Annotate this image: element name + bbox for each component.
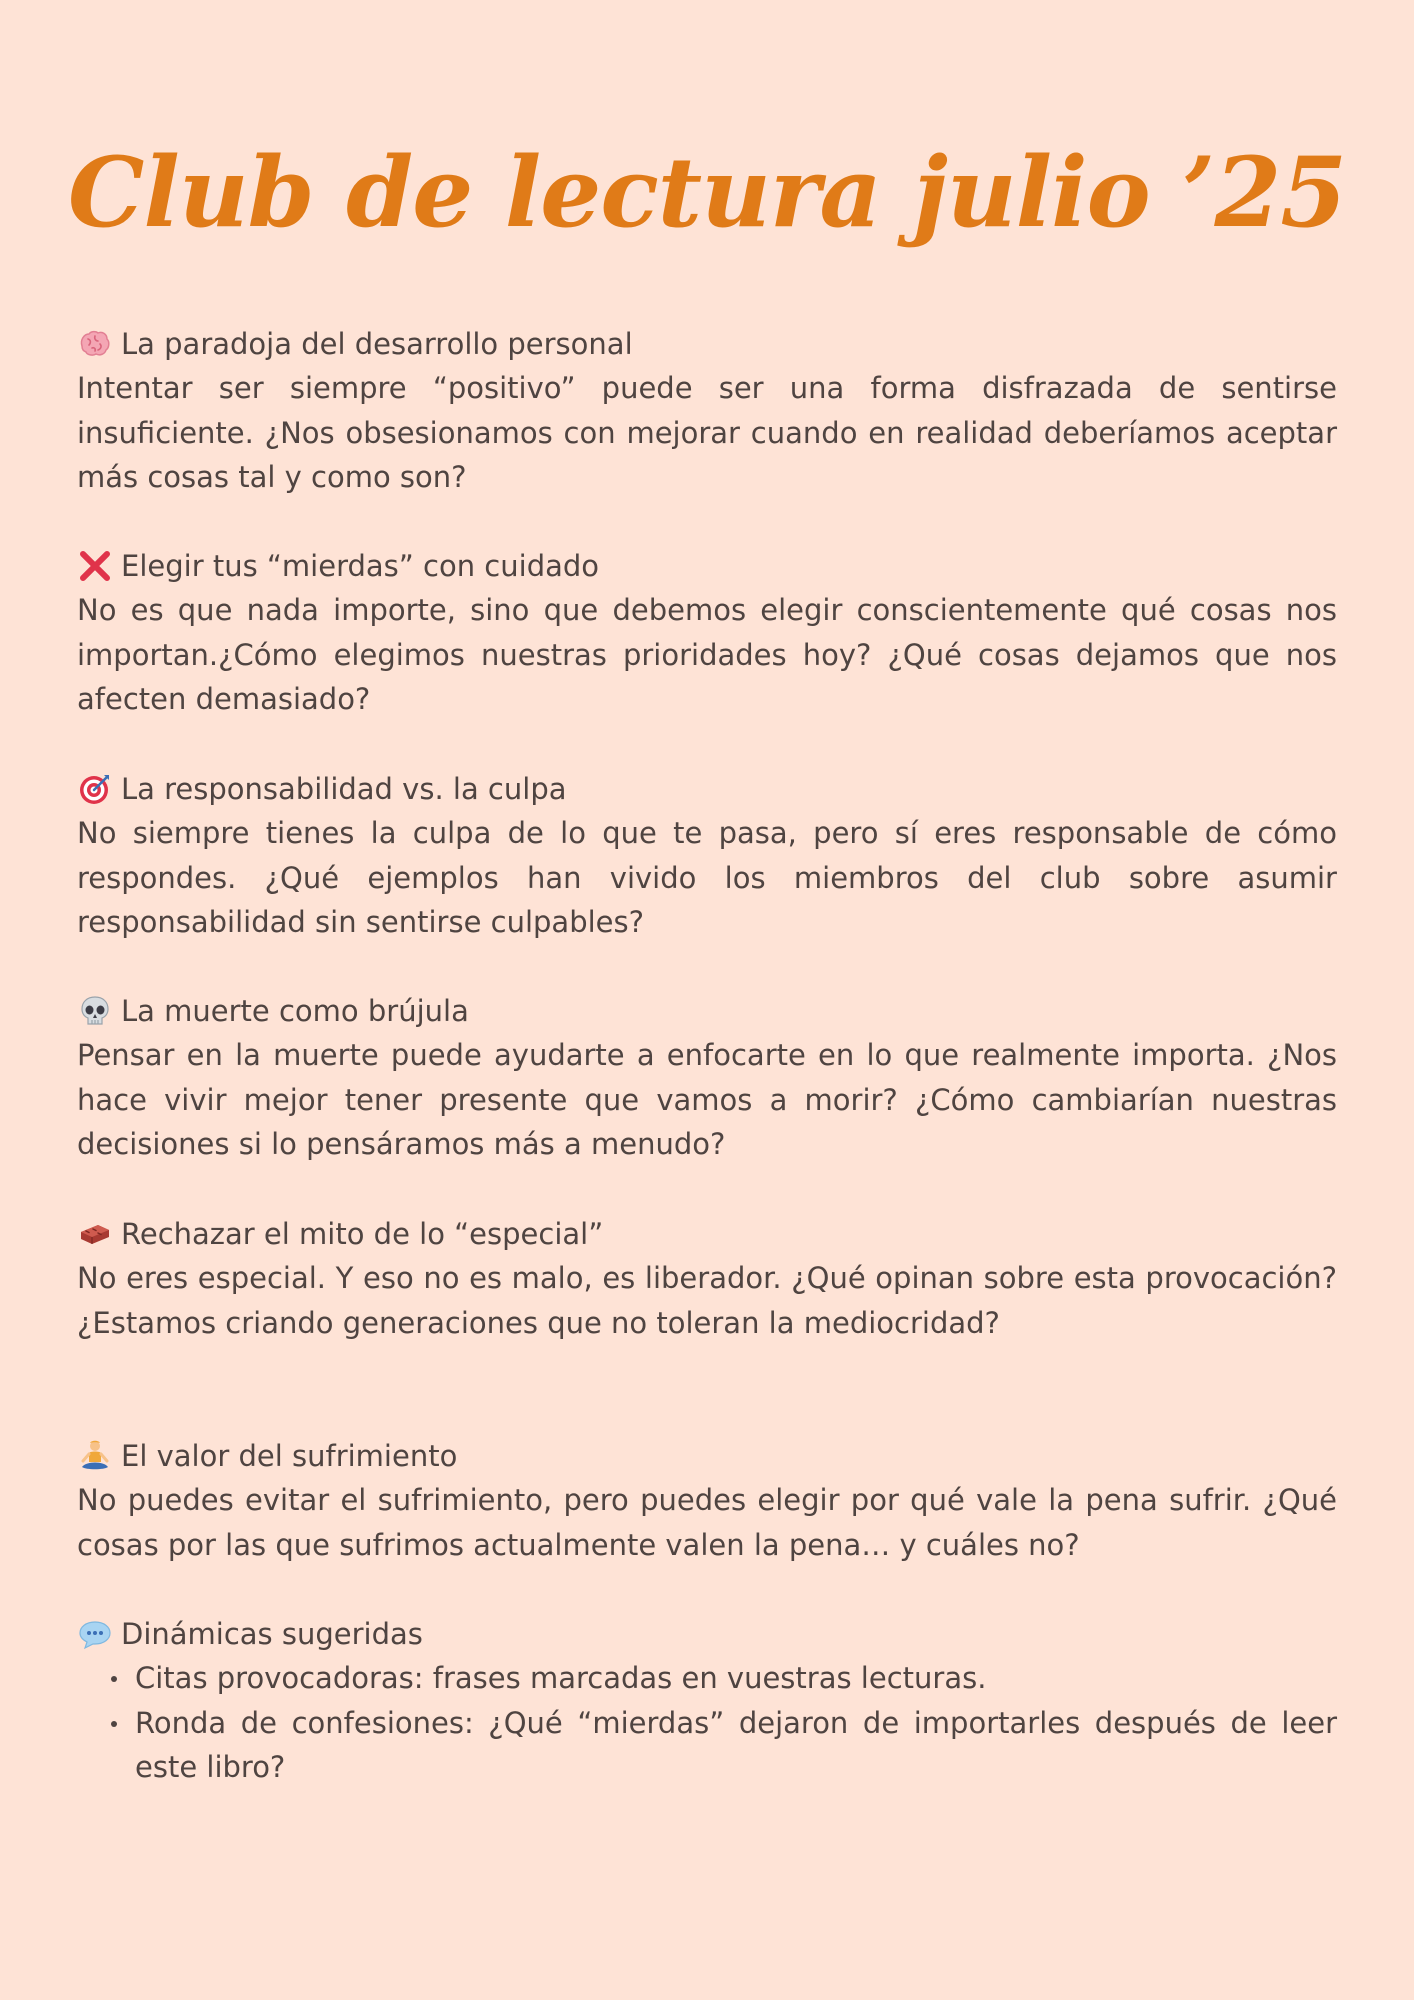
section-body: Intentar ser siempre “positivo” puede ser una forma disfrazada de sentirse insuficiente. ¿Nos obsesionamos con mejorar cuando en realidad deberíamos aceptar más cosas tal y como son?	[77, 371, 1337, 494]
cross-mark-icon	[77, 548, 113, 584]
speech-bubble-icon	[77, 1616, 113, 1652]
dynamics-list	[77, 1656, 1337, 1790]
section-heading-text: Dinámicas sugeridas	[121, 1617, 423, 1651]
section-mito-especial	[77, 1212, 1337, 1345]
target-icon	[77, 771, 113, 807]
section-desarrollo-personal	[77, 322, 1337, 500]
section-muerte-brujula	[77, 989, 1337, 1167]
section-heading-text: Elegir tus “mierdas” con cuidado	[121, 549, 600, 583]
section-heading-text: La paradoja del desarrollo personal	[121, 327, 633, 361]
section-body: No puedes evitar el sufrimiento, pero puedes elegir por qué vale la pena sufrir. ¿Qué cosas por las que sufrimos actualmente valen la pena… y cuáles no?	[77, 1483, 1337, 1562]
section-heading	[77, 1612, 1337, 1656]
section-heading-text: La responsabilidad vs. la culpa	[121, 772, 567, 806]
section-elegir-mierdas	[77, 544, 1337, 722]
brick-icon	[77, 1216, 113, 1252]
section-heading-text: La muerte como brújula	[121, 994, 469, 1028]
section-heading	[77, 767, 1337, 811]
section-body: Pensar en la muerte puede ayudarte a enfocarte en lo que realmente importa. ¿Nos hace vivir mejor tener presente que vamos a morir? ¿Cómo cambiarían nuestras decisiones si lo pensáramos más a menudo?	[77, 1038, 1337, 1161]
section-heading	[77, 989, 1337, 1033]
section-heading	[77, 1212, 1337, 1256]
section-responsabilidad	[77, 767, 1337, 945]
section-heading-text: Rechazar el mito de lo “especial”	[121, 1217, 604, 1251]
skull-icon	[77, 993, 113, 1029]
list-item: Ronda de confesiones: ¿Qué “mierdas” dejaron de importarles después de leer este libro?	[77, 1701, 1337, 1790]
section-heading-text: El valor del sufrimiento	[121, 1439, 458, 1473]
section-heading	[77, 322, 1337, 366]
meditating-person-icon	[77, 1438, 113, 1474]
section-dinamicas	[77, 1612, 1337, 1790]
page-title: Club de lectura julio ’25	[67, 136, 1347, 249]
section-valor-sufrimiento	[77, 1434, 1337, 1567]
list-item: Citas provocadoras: frases marcadas en vuestras lecturas.	[77, 1656, 1337, 1701]
section-heading	[77, 1434, 1337, 1478]
section-body: No es que nada importe, sino que debemos elegir conscientemente qué cosas nos importan.¿Cómo elegimos nuestras prioridades hoy? ¿Qué cosas dejamos que nos afecten demasiado?	[77, 593, 1337, 716]
section-heading	[77, 544, 1337, 588]
section-body: No siempre tienes la culpa de lo que te pasa, pero sí eres responsable de cómo respondes. ¿Qué ejemplos han vivido los miembros del club sobre asumir responsabilidad sin sentirse culpables?	[77, 816, 1337, 939]
section-body: No eres especial. Y eso no es malo, es liberador. ¿Qué opinan sobre esta provocación? ¿Estamos criando generaciones que no toleran la mediocridad?	[77, 1261, 1337, 1340]
brain-icon	[77, 326, 113, 362]
